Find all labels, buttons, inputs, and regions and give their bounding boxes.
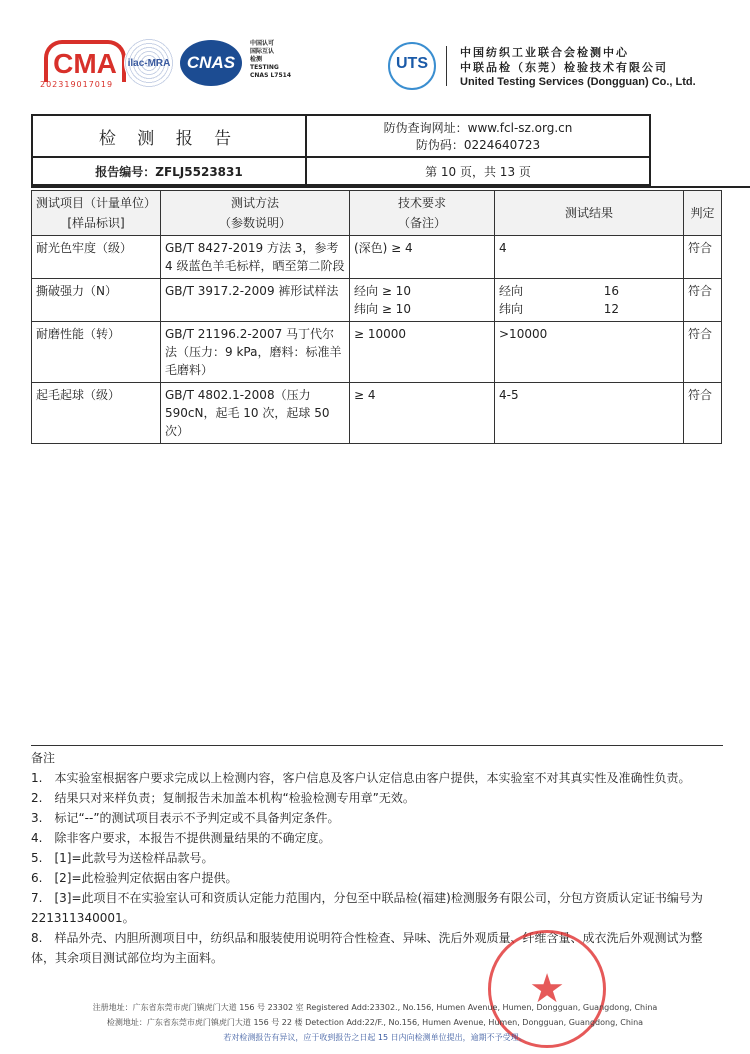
col-result: 测试结果 — [495, 191, 684, 236]
note-item: 4. 除非客户要求，本报告不提供测量结果的不确定度。 — [31, 831, 331, 845]
col-item: 测试项目（计量单位） [样品标识] — [32, 191, 161, 236]
results-table — [31, 190, 722, 444]
col-verdict: 判定 — [684, 191, 722, 236]
cell-req: ≥ 10000 — [350, 322, 495, 383]
note-item: 3. 标记“--”的测试项目表示不予判定或不具备判定条件。 — [31, 811, 340, 825]
cell-verdict: 符合 — [684, 236, 722, 279]
note-item: 7. [3]=此项目不在实验室认可和资质认定能力范围内，分包至中联品检(福建)检测服务有限公司，分包方资质认定证书编号为 221311340001。 — [31, 891, 703, 925]
footer: 注册地址：广东省东莞市虎门镇虎门大道 156 号 23302 室 Registered Add:23302., No.156, Humen Avenue, Humen, Dongguan, Guangdong, China 检测地址：广东省东莞市虎门镇虎门大道 156 号 22 楼 Detection Add:22/F., No.156, Humen Avenue, Humen, Dongguan, Guangdong, China 若对检测报告有异议，应于收到报告之日起 15 日内向检测单位提出，逾期不予受理。 — [92, 1003, 658, 1042]
note-item: 6. [2]=此检验判定依据由客户提供。 — [31, 871, 238, 885]
ilac-logo: ilac-MRA — [124, 38, 174, 88]
cell-method: GB/T 8427-2019 方法 3，参考 4 级蓝色羊毛标样，晒至第二阶段 — [161, 236, 350, 279]
cell-req: ≥ 4 — [350, 383, 495, 444]
col-req: 技术要求 （备注） — [350, 191, 495, 236]
cnas-text: 中国认可 国际互认 检测 TESTING CNAS L7514 — [250, 40, 292, 79]
cell-method: GB/T 21196.2-2007 马丁代尔法（压力：9 kPa，磨料：标准羊毛磨料） — [161, 322, 350, 383]
cell-result: >10000 — [495, 322, 684, 383]
note-item: 1. 本实验室根据客户要求完成以上检测内容，客户信息及客户认定信息由客户提供，本实验室不对其真实性及准确性负责。 — [31, 771, 691, 785]
report-title: 检 测 报 告 — [32, 115, 306, 157]
cell-verdict: 符合 — [684, 279, 722, 322]
cell-item: 耐光色牢度（级） — [32, 236, 161, 279]
report-number: 报告编号：ZFLJ5523831 — [32, 157, 306, 185]
cell-req: 经向 ≥ 10 纬向 ≥ 10 — [350, 279, 495, 322]
cell-req: (深色) ≥ 4 — [350, 236, 495, 279]
org-name: 中国纺织工业联合会检测中心 中联品检（东莞）检验技术有限公司 United Testing Services (Dongguan) Co., Ltd. — [460, 46, 696, 88]
note-item: 8. 样品外壳、内胆所测项目中，纺织品和服装使用说明符合性检查、异味、洗后外观质量、纤维含量、成衣洗后外观测试为整体，其余项目测试部位均为主面料。 — [31, 931, 703, 965]
page-number: 第 10 页，共 13 页 — [306, 157, 650, 185]
cnas-logo: CNAS — [180, 40, 242, 86]
cell-result: 经向 16 纬向 12 — [495, 279, 684, 322]
table-row — [32, 279, 722, 322]
table-row — [32, 383, 722, 444]
divider — [31, 186, 750, 188]
verify-info: 防伪查询网址：www.fcl-sz.org.cn 防伪码：0224640723 — [306, 115, 650, 157]
cell-method: GB/T 3917.2-2009 裤形试样法 — [161, 279, 350, 322]
cell-verdict: 符合 — [684, 383, 722, 444]
cma-logo: CMA — [44, 40, 126, 82]
col-method: 测试方法 （参数说明） — [161, 191, 350, 236]
cell-item: 撕破强力（N） — [32, 279, 161, 322]
official-stamp: ★ — [488, 930, 606, 1048]
table-row — [32, 236, 722, 279]
divider — [446, 46, 447, 86]
cell-verdict: 符合 — [684, 322, 722, 383]
cell-result: 4 — [495, 236, 684, 279]
note-item: 5. [1]=此款号为送检样品款号。 — [31, 851, 214, 865]
uts-logo: UTS — [388, 42, 436, 90]
cell-result: 4-5 — [495, 383, 684, 444]
note-item: 2. 结果只对来样负责；复制报告未加盖本机构“检验检测专用章”无效。 — [31, 791, 415, 805]
cell-method: GB/T 4802.1-2008（压力 590cN，起毛 10 次，起球 50 次） — [161, 383, 350, 444]
cma-number: 202319017019 — [40, 80, 114, 89]
report-header — [31, 114, 651, 186]
cell-item: 起毛起球（级） — [32, 383, 161, 444]
table-row — [32, 322, 722, 383]
cell-item: 耐磨性能（转） — [32, 322, 161, 383]
notes: 备注 1. 本实验室根据客户要求完成以上检测内容，客户信息及客户认定信息由客户提供，本实验室不对其真实性及准确性负责。 2. 结果只对来样负责；复制报告未加盖本机构“检验检测专用章”无效。 3. 标记“--”的测试项目表示不予判定或不具备判定条件。 4. 除非客户要求，本报告不提供测量结果的不确定度。 5. [1]=此款号为送检样品款号。 6. [2]=此检验判定依据由客户提供。 7. [3]=此项目不在实验室认可和资质认定能力范围内，分包至中联品检(福建)检测服务有限公司，分包方资质认定证书编号为 221311340001。 8. 样品外壳、内胆所测项目中，纺织品和服装使用说明符合性检查、异味、洗后外观质量、纤维含量、成衣洗后外观测试为整体，其余项目测试部位均为主面料。 — [31, 745, 723, 968]
